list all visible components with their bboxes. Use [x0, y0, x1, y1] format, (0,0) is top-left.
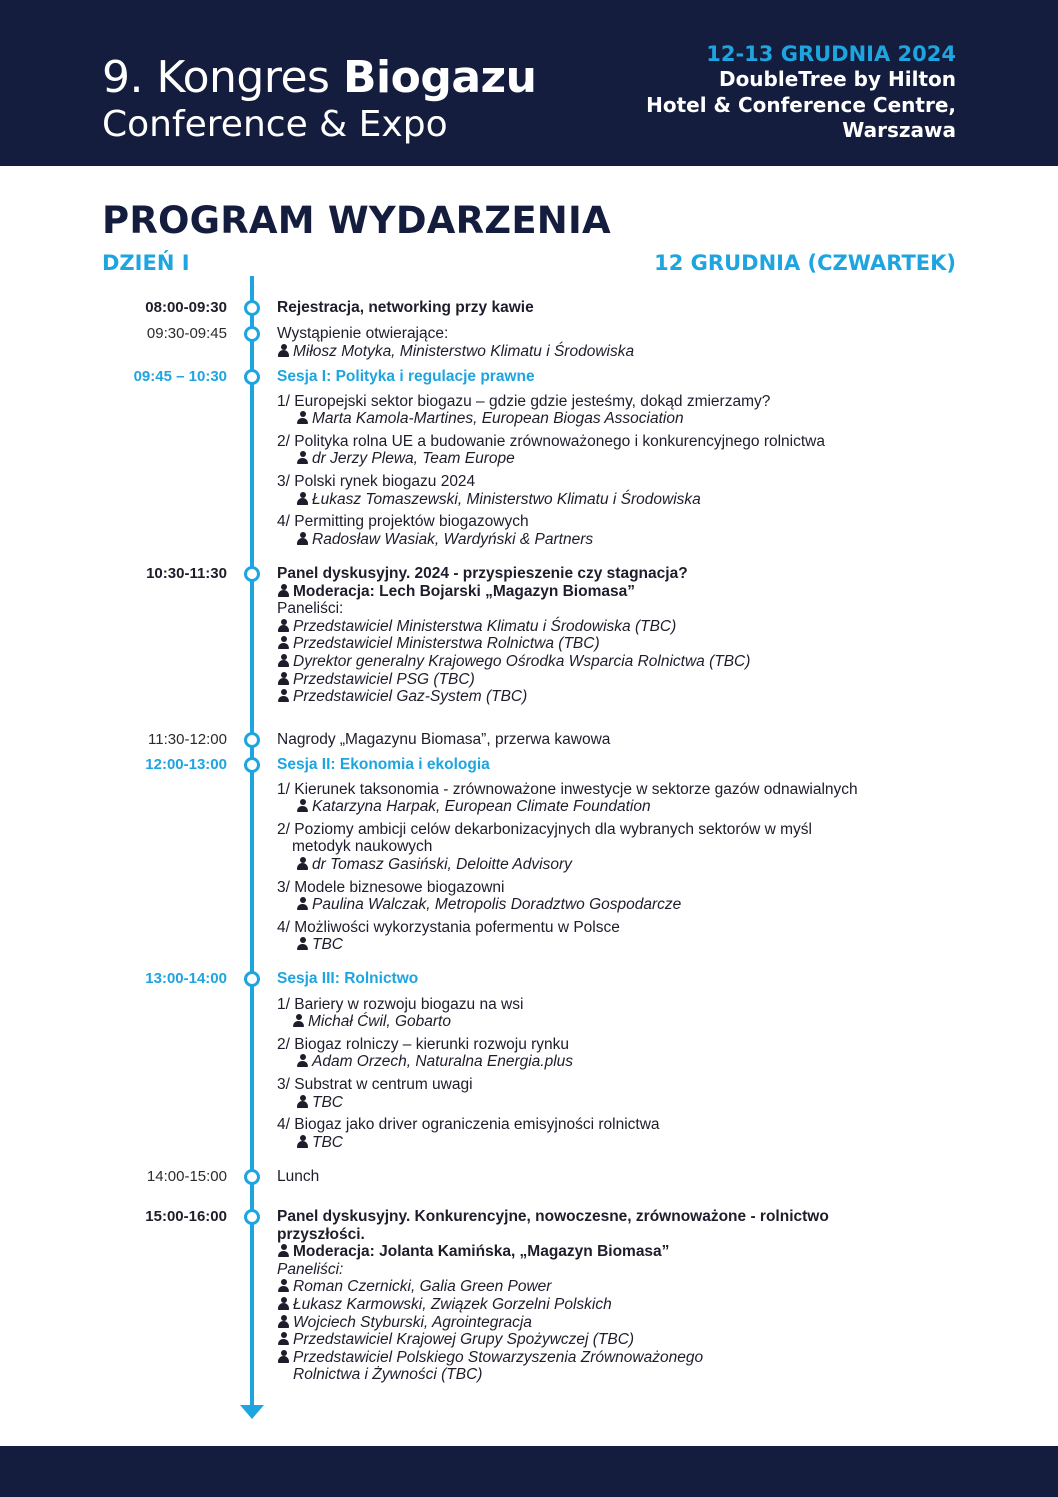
agenda-time: 11:30-12:00	[148, 731, 227, 748]
panelists-label: Paneliści:	[277, 1260, 344, 1278]
panelist-name: Przedstawiciel Ministerstwa Rolnictwa (TBC)	[293, 635, 600, 653]
person-icon	[292, 1014, 305, 1027]
header-banner	[0, 0, 1058, 166]
panelist	[277, 618, 967, 636]
speaker-name: Michał Ćwil, Gobarto	[308, 1013, 451, 1031]
event-subtitle: Conference & Expo	[102, 104, 448, 145]
person-icon	[277, 1350, 290, 1363]
speaker-name: TBC	[312, 936, 343, 954]
agenda-title: Nagrody „Magazynu Biomasa”, przerwa kawowa	[277, 731, 611, 748]
panelist-name: Przedstawiciel Gaz-System (TBC)	[293, 688, 528, 706]
speaker-line	[277, 531, 967, 549]
person-icon	[296, 1135, 309, 1148]
person-icon	[277, 1244, 290, 1257]
moderator-line	[277, 1243, 967, 1261]
timeline-dot-icon	[244, 732, 260, 748]
talk-item	[277, 1076, 967, 1111]
venue-line-2: Hotel & Conference Centre,	[646, 92, 956, 117]
person-icon	[277, 1297, 290, 1310]
person-icon	[277, 619, 290, 632]
person-icon	[296, 799, 309, 812]
panel-title: Panel dyskusyjny. Konkurencyjne, nowoczesne, zrównoważone - rolnictwo	[277, 1208, 829, 1225]
speaker-name: Marta Kamola-Martines, European Biogas Association	[312, 410, 684, 428]
talk-item	[277, 879, 967, 914]
person-icon	[296, 1054, 309, 1067]
person-icon	[277, 689, 290, 702]
panelist	[277, 1349, 967, 1367]
timeline-arrow-icon	[240, 1405, 264, 1419]
event-dates: 12-13 GRUDNIA 2024	[706, 42, 956, 66]
talk-title: 2/ Poziomy ambicji celów dekarbonizacyjnych dla wybranych sektorów w myśl	[277, 820, 812, 838]
timeline-dot-icon	[244, 1209, 260, 1225]
agenda-time: 09:45 – 10:30	[133, 368, 227, 385]
agenda-time: 12:00-13:00	[145, 756, 227, 773]
panelist-name: Łukasz Karmowski, Związek Gorzelni Polskich	[293, 1295, 612, 1313]
person-icon	[296, 411, 309, 424]
talk-item	[277, 821, 967, 874]
session-block	[277, 756, 967, 954]
person-icon	[277, 1279, 290, 1292]
event-info	[576, 42, 956, 144]
timeline-dot-icon	[244, 300, 260, 316]
day-date: 12 GRUDNIA (CZWARTEK)	[654, 251, 956, 275]
talk-item	[277, 473, 967, 508]
person-icon	[277, 1332, 290, 1345]
panel-title: Panel dyskusyjny. 2024 - przyspieszenie czy stagnacja?	[277, 565, 688, 582]
agenda-time: 13:00-14:00	[145, 970, 227, 987]
day-label: DZIEŃ I	[102, 251, 190, 275]
speaker-line	[277, 1013, 967, 1031]
person-icon	[296, 857, 309, 870]
person-icon	[277, 636, 290, 649]
panelist	[277, 688, 967, 706]
talk-title: 1/ Bariery w rozwoju biogazu na wsi	[277, 995, 524, 1013]
speaker-line	[277, 491, 967, 509]
timeline-dot-icon	[244, 1169, 260, 1185]
session-title: Sesja II: Ekonomia i ekologia	[277, 756, 490, 773]
talk-title: 3/ Modele biznesowe biogazowni	[277, 878, 505, 896]
agenda-item	[277, 731, 967, 749]
timeline-dot-icon	[244, 971, 260, 987]
timeline-line	[250, 276, 254, 1407]
talk-item	[277, 433, 967, 468]
speaker-line	[277, 1134, 967, 1152]
panel-block	[277, 1208, 967, 1384]
session-title: Sesja III: Rolnictwo	[277, 970, 419, 987]
speaker-line	[277, 1053, 967, 1071]
person-icon	[296, 937, 309, 950]
event-title-bold: Biogazu	[342, 52, 537, 103]
agenda-time: 15:00-16:00	[145, 1208, 227, 1225]
talk-title: 3/ Polski rynek biogazu 2024	[277, 472, 476, 490]
talk-item	[277, 393, 967, 428]
panelist	[277, 671, 967, 689]
talk-title: 4/ Możliwości wykorzystania pofermentu w Polsce	[277, 918, 620, 936]
moderator-name: Moderacja: Jolanta Kamińska, „Magazyn Biomasa”	[293, 1243, 670, 1261]
venue-line-1: DoubleTree by Hilton	[718, 67, 956, 91]
speaker-name: TBC	[312, 1093, 343, 1111]
footer-banner	[0, 1446, 1058, 1497]
panelist	[277, 1278, 967, 1296]
talk-item	[277, 1116, 967, 1151]
person-icon	[296, 897, 309, 910]
talk-title: 2/ Polityka rolna UE a budowanie zrównoważonego i konkurencyjnego rolnictwa	[277, 432, 825, 450]
panelist-name: Przedstawiciel Krajowej Grupy Spożywczej (TBC)	[293, 1331, 635, 1349]
talk-title: 1/ Europejski sektor biogazu – gdzie gdzie jesteśmy, dokąd zmierzamy?	[277, 392, 771, 410]
timeline-dot-icon	[244, 566, 260, 582]
session-block	[277, 970, 967, 1151]
speaker-name: dr Tomasz Gasiński, Deloitte Advisory	[312, 855, 572, 873]
panelist	[277, 635, 967, 653]
panelist-name: Wojciech Styburski, Agrointegracja	[293, 1313, 532, 1331]
speaker-line	[277, 896, 967, 914]
person-icon	[296, 1095, 309, 1108]
speaker-name: TBC	[312, 1133, 343, 1151]
session-block	[277, 368, 967, 548]
talk-item	[277, 1036, 967, 1071]
session-title: Sesja I: Polityka i regulacje prawne	[277, 368, 535, 385]
timeline-dot-icon	[244, 757, 260, 773]
program-title: PROGRAM WYDARZENIA	[102, 199, 611, 242]
agenda-item	[277, 325, 967, 360]
person-icon	[277, 344, 290, 357]
talk-title: 3/ Substrat w centrum uwagi	[277, 1075, 473, 1093]
talk-title: 2/ Biogaz rolniczy – kierunki rozwoju rynku	[277, 1035, 570, 1053]
speaker-line	[277, 450, 967, 468]
person-icon	[296, 492, 309, 505]
panelist-name: Przedstawiciel Ministerstwa Klimatu i Środowiska (TBC)	[293, 617, 677, 635]
talk-item	[277, 996, 967, 1031]
talk-title: 4/ Biogaz jako driver ograniczenia emisyjności rolnictwa	[277, 1116, 660, 1134]
talk-item	[277, 513, 967, 548]
speaker-line	[277, 1094, 967, 1112]
panelist	[277, 1331, 967, 1349]
speaker-name: Paulina Walczak, Metropolis Doradztwo Gospodarcze	[312, 896, 682, 914]
panelist	[277, 653, 967, 671]
speaker-name: Katarzyna Harpak, European Climate Foundation	[312, 798, 651, 816]
panelist	[277, 1296, 967, 1314]
panelist-name: Dyrektor generalny Krajowego Ośrodka Wsparcia Rolnictwa (TBC)	[293, 652, 751, 670]
agenda-time: 08:00-09:30	[145, 299, 227, 316]
panelists-label: Paneliści:	[277, 600, 344, 618]
talk-item	[277, 781, 967, 816]
panelist-cont: Rolnictwa i Żywności (TBC)	[293, 1366, 483, 1384]
talk-item	[277, 919, 967, 954]
person-icon	[277, 584, 290, 597]
venue-line-3: Warszawa	[842, 118, 956, 142]
agenda-time: 09:30-09:45	[146, 325, 227, 342]
speaker-name: Adam Orzech, Naturalna Energia.plus	[312, 1053, 574, 1071]
speaker-name: dr Jerzy Plewa, Team Europe	[312, 450, 515, 468]
moderator-line	[277, 583, 967, 601]
panelist-name: Przedstawiciel PSG (TBC)	[293, 670, 475, 688]
agenda-item	[277, 299, 967, 317]
agenda-title: Lunch	[277, 1168, 320, 1185]
speaker-line	[277, 936, 967, 954]
timeline-dot-icon	[244, 369, 260, 385]
agenda-title: Rejestracja, networking przy kawie	[277, 299, 534, 316]
panelist-name: Przedstawiciel Polskiego Stowarzyszenia Zrównoważonego	[293, 1348, 704, 1366]
panel-title-cont: przyszłości.	[277, 1225, 365, 1243]
agenda-title: Wystąpienie otwierające:	[277, 325, 449, 342]
speaker-name: Radosław Wasiak, Wardyński & Partners	[312, 530, 594, 548]
person-icon	[277, 654, 290, 667]
panelist-name: Roman Czernicki, Galia Green Power	[293, 1278, 552, 1296]
person-icon	[296, 532, 309, 545]
agenda-time: 10:30-11:30	[146, 565, 227, 582]
agenda-item	[277, 1168, 967, 1186]
person-icon	[277, 1315, 290, 1328]
speaker-line	[277, 856, 967, 874]
moderator-name: Moderacja: Lech Bojarski „Magazyn Biomasa”	[293, 582, 635, 600]
panel-block	[277, 565, 967, 706]
talk-title: 1/ Kierunek taksonomia - zrównoważone inwestycje w sektorze gazów odnawialnych	[277, 780, 858, 798]
timeline-dot-icon	[244, 326, 260, 342]
speaker-line	[277, 410, 967, 428]
person-icon	[296, 451, 309, 464]
talk-title-cont: metodyk naukowych	[292, 838, 433, 856]
talk-title: 4/ Permitting projektów biogazowych	[277, 513, 529, 531]
person-icon	[277, 672, 290, 685]
agenda-time: 14:00-15:00	[146, 1168, 227, 1185]
speaker-name: Łukasz Tomaszewski, Ministerstwo Klimatu i Środowiska	[312, 490, 701, 508]
event-title	[102, 52, 536, 103]
event-title-prefix: 9. Kongres	[102, 52, 330, 103]
speaker-line	[277, 343, 967, 361]
speaker-name: Miłosz Motyka, Ministerstwo Klimatu i Środowiska	[293, 342, 635, 360]
panelist	[277, 1314, 967, 1332]
speaker-line	[277, 798, 967, 816]
